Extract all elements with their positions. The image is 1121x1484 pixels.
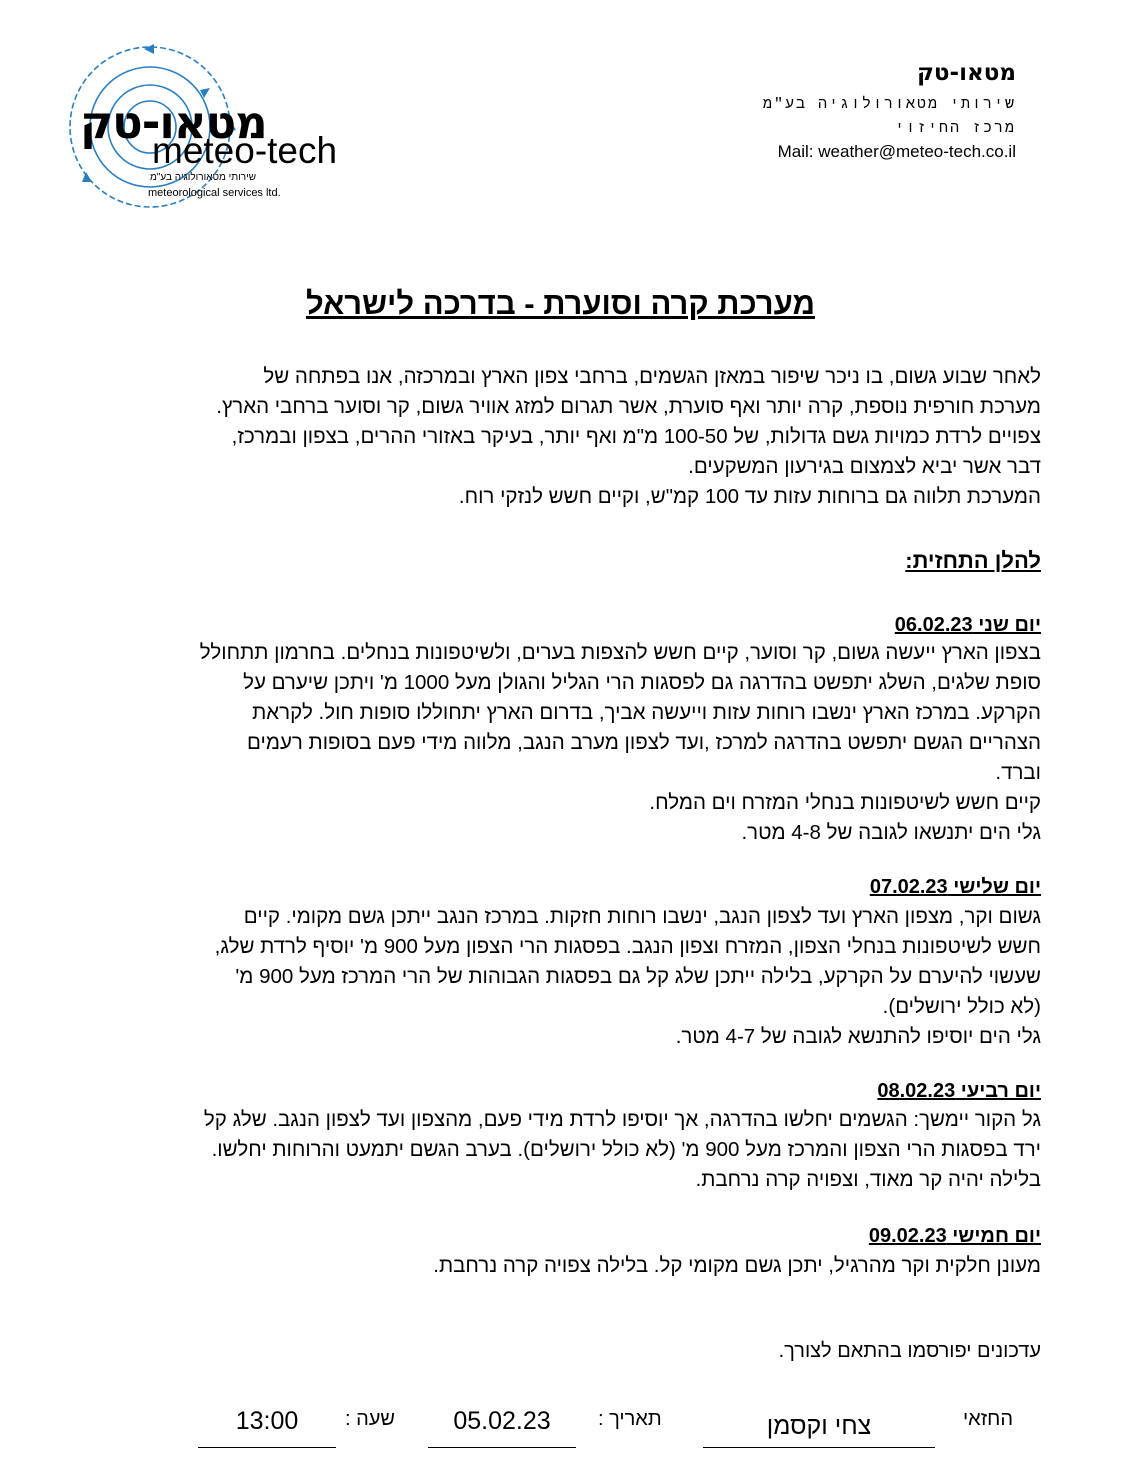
forecast-line: מעונן חלקית וקר מהרגיל, יתכן גשם מקומי קל. בלילה צפויה קרה נרחבת. (433, 1254, 1041, 1277)
forecast-center: מרכז החיזוי (894, 120, 1016, 137)
date-underline (428, 1447, 576, 1448)
logo-hebrew-subtitle: שירותי מטאורולוגיה בע"מ (150, 172, 256, 183)
date-label: תאריך : (598, 1408, 662, 1430)
intro-line: מערכת חורפית נוספת, קרה יותר ואף סוערת, אשר תגרום למזג אוויר גשום, קר וסוער ברחבי הארץ. (216, 395, 1041, 418)
day-forecast (41, 902, 1041, 1052)
intro-line: לאחר שבוע גשום, בו ניכר שיפור במאזן הגשמים, ברחבי צפון הארץ ובמרכזה, אנו בפתחה של (263, 365, 1041, 388)
forecast-line: חשש לשיטפונות בנחלי הצפון, המזרח וצפון הנגב. בפסגות הרי הצפון מעל 900 מ' יוסיף לרדת שלג, (214, 935, 1041, 958)
forecast-line: שעשוי להיערם על הקרקע, בלילה ייתכן שלג קל גם בפסגות הגבוהות של הרי המרכז מעל 900 מ' (235, 965, 1041, 988)
forecast-line: בצפון הארץ ייעשה גשום, קר וסוער, קיים חשש להצפות בערים, ולשיטפונות בנחלים. בחרמון תתחולל (199, 641, 1041, 664)
forecast-line: הקרקע. במרכז הארץ ינשבו רוחות עזות וייעשה אביך, בדרום הארץ יתחוללו סופות חול. לקראת (252, 701, 1041, 724)
forecaster-value: צחי וקסמן (766, 1412, 872, 1440)
company-services: שירותי מטאורולוגיה בע"מ (762, 96, 1016, 113)
forecaster-underline (703, 1447, 935, 1448)
day-heading: יום חמישי 09.02.23 (868, 1225, 1041, 1247)
day-forecast (41, 638, 1041, 848)
day-heading: יום רביעי 08.02.23 (877, 1080, 1041, 1102)
forecast-line: גשום וקר, מצפון הארץ ועד לצפון הנגב, ינשבו רוחות חזקות. במרכז הנגב ייתכן גשם מקומי. קיים (243, 905, 1041, 928)
intro-line: המערכת תלווה גם ברוחות עזות עד 100 קמ"ש, וקיים חשש לנזקי רוח. (458, 485, 1041, 508)
forecast-line: גלי הים יתנשאו לגובה של 4-8 מטר. (741, 821, 1041, 844)
time-label: שעה : (345, 1408, 396, 1430)
time-value: 13:00 (235, 1407, 299, 1435)
time-underline (198, 1447, 336, 1448)
logo-english-subtitle: meteorological services ltd. (148, 187, 281, 199)
day-forecast (41, 1105, 1041, 1195)
intro-paragraph (41, 362, 1041, 512)
date-value: 05.02.23 (453, 1407, 551, 1435)
logo-hebrew-name: מטאו-טק (80, 96, 267, 149)
day-forecast (41, 1251, 1041, 1281)
day-heading: יום שלישי 07.02.23 (869, 876, 1041, 898)
forecast-heading: להלן התחזית: (905, 548, 1041, 573)
document-title: מערכת קרה וסוערת - בדרכה לישראל (305, 286, 816, 321)
company-logo (40, 42, 380, 217)
intro-line: צפויים לרדת כמויות גשם גדולות, של 100-50 מ"מ ואף יותר, בעיקר באזורי ההרים, בצפון ובמרכז, (231, 425, 1041, 448)
forecast-line: סופת שלגים, השלג יתפשט בהדרגה גם לפסגות הרי הגליל והגולן מעל 1000 מ' ויתכן שיערם על (243, 671, 1041, 694)
forecast-line: ירד בפסגות הרי הצפון והמרכז מעל 900 מ' (לא כולל ירושלים). בערב הגשם יתמעט והרוחות יחלשו. (211, 1138, 1041, 1161)
forecast-line: (לא כולל ירושלים). (882, 995, 1041, 1018)
forecast-line: הצהריים הגשם יתפשט בהדרגה למרכז ,ועד לצפון מערב הנגב, מלווה מידי פעם בסופות רעמים (247, 731, 1041, 754)
forecast-line: קיים חשש לשיטפונות בנחלי המזרח וים המלח. (649, 791, 1041, 814)
logo-english-name: meteo-tech (152, 130, 338, 171)
forecaster-label: החזאי (962, 1408, 1013, 1430)
forecast-line: גלי הים יוסיפו להתנשא לגובה של 4-7 מטר. (675, 1025, 1041, 1048)
forecast-line: וברד. (995, 761, 1041, 784)
day-heading: יום שני 06.02.23 (894, 614, 1041, 636)
forecast-line: גל הקור יימשך: הגשמים יחלשו בהדרגה, אך יוסיפו לרדת מידי פעם, מהצפון ועד לצפון הנגב. שלג קל (203, 1108, 1041, 1131)
company-name: מטאו-טק (916, 60, 1016, 86)
contact-email[interactable]: Mail: weather@meteo-tech.co.il (777, 142, 1016, 161)
forecast-line: בלילה יהיה קר מאוד, וצפויה קרה נרחבת. (695, 1168, 1041, 1191)
updates-note: עדכונים יפורסמו בהתאם לצורך. (778, 1340, 1041, 1362)
intro-line: דבר אשר יביא לצמצום בגירעון המשקעים. (688, 455, 1041, 478)
